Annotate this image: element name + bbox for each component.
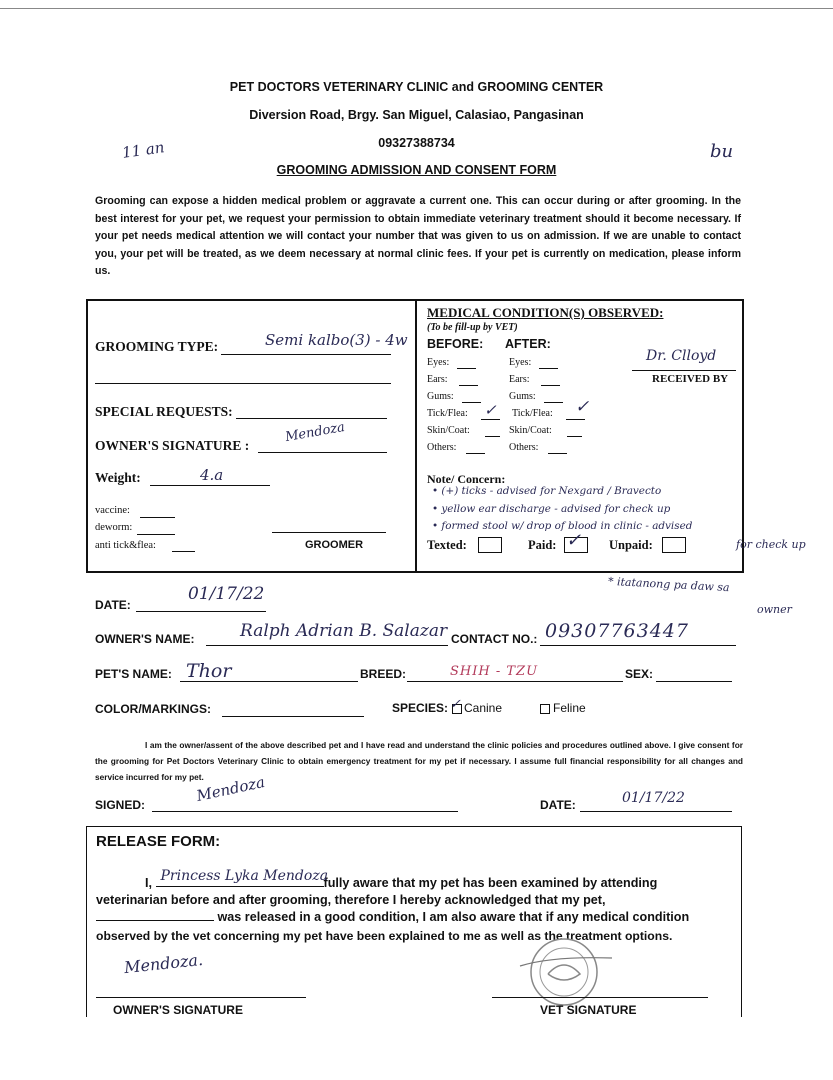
species-feline-checkbox[interactable]: [540, 704, 550, 714]
texted-label: Texted:: [427, 538, 467, 552]
weight-value: 4.a: [200, 466, 224, 484]
grooming-type-value: Semi kalbo(3) - 4w: [265, 331, 408, 349]
clinic-name: PET DOCTORS VETERINARY CLINIC and GROOMING CENTER: [229, 80, 604, 94]
check-after-others-line: [548, 453, 567, 454]
owner-name-label: OWNER'S NAME:: [95, 632, 195, 646]
release-owner-value: Princess Lyka Mendoza: [160, 868, 329, 884]
vaccine-label: vaccine:: [95, 505, 130, 516]
consent-text: I am the owner/assent of the above described pet and I have read and understand the clinic policies and procedures outlined above. I give consent for the grooming for Pet Doctors Veterinary Clinic to obtain emergency treatment for my pet if necessary. I assume full financial responsibility for all changes and service incurred for my pet.: [95, 740, 743, 782]
note-item-1: • (+) ticks - advised for Nexgard / Bravecto: [432, 485, 662, 497]
antitick-line: [172, 551, 195, 552]
release-line-3-wrap: [96, 907, 724, 928]
date-line: [136, 611, 266, 612]
before-label: BEFORE:: [427, 337, 484, 351]
signed-date-value: 01/17/22: [622, 790, 685, 806]
signed-value: Mendoza: [194, 772, 267, 806]
handwritten-note-right: bu: [710, 141, 734, 162]
owner-name-line: [206, 645, 448, 646]
clinic-phone: 09327388734: [378, 136, 455, 150]
deworm-label: deworm:: [95, 522, 133, 533]
handwritten-note-left: 11 an: [120, 138, 166, 162]
note-item-3: • formed stool w/ drop of blood in clinic - advised: [432, 520, 693, 532]
consent-paragraph: [95, 737, 743, 785]
special-requests-line: [236, 418, 387, 419]
check-before-others-line: [466, 453, 485, 454]
release-owner-signature-label: OWNER'S SIGNATURE: [113, 1003, 243, 1017]
weight-line: [150, 485, 270, 486]
check-after-gums: Gums:: [509, 391, 536, 402]
check-before-tickflea-mark: ✓: [484, 401, 497, 419]
paid-label: Paid:: [528, 538, 557, 552]
signed-date-label: DATE:: [540, 798, 576, 812]
note-concern-label: Note/ Concern:: [427, 472, 506, 486]
vet-signature-label: VET SIGNATURE: [540, 1003, 637, 1017]
received-by-value: Dr. Clloyd: [646, 348, 717, 364]
release-pet-blank: [96, 908, 214, 921]
check-after-eyes-line: [539, 368, 558, 369]
species-label: SPECIES:: [392, 701, 449, 715]
side-note-line2: owner: [757, 603, 792, 616]
check-after-gums-line: [544, 402, 563, 403]
deworm-line: [137, 534, 175, 535]
box-divider: [415, 301, 417, 571]
pet-name-label: PET'S NAME:: [95, 667, 172, 681]
color-markings-label: COLOR/MARKINGS:: [95, 702, 211, 716]
breed-label: BREED:: [360, 667, 407, 681]
grooming-type-line: [221, 354, 391, 355]
check-before-ears: Ears:: [427, 374, 448, 385]
check-before-tickflea: Tick/Flea:: [427, 408, 468, 419]
check-before-eyes: Eyes:: [427, 357, 450, 368]
antitick-label: anti tick&flea:: [95, 540, 156, 551]
check-before-ears-line: [459, 385, 478, 386]
breed-line: [407, 681, 623, 682]
owner-signature-label: OWNER'S SIGNATURE :: [95, 438, 250, 453]
grooming-extra-line: [95, 383, 391, 384]
vet-subtitle: (To be fill-up by VET): [427, 322, 518, 333]
release-line-4: observed by the vet concerning my pet have been explained to me as well as the treatment options.: [96, 929, 673, 943]
check-before-gums-line: [462, 402, 481, 403]
contact-label: CONTACT NO.:: [451, 632, 538, 646]
release-post: fully aware that my pet has been examined by attending: [323, 876, 658, 890]
breed-value: SHIH - TZU: [450, 664, 539, 679]
check-after-eyes: Eyes:: [509, 357, 532, 368]
groomer-line: [272, 532, 386, 533]
color-markings-line: [222, 716, 364, 717]
sex-line: [656, 681, 732, 682]
release-owner-line: [156, 868, 329, 887]
check-after-tickflea: Tick/Flea:: [512, 408, 553, 419]
species-canine-mark: ✓: [450, 697, 461, 712]
vaccine-line: [140, 517, 175, 518]
owner-name-value: Ralph Adrian B. Salazar: [240, 621, 448, 641]
groomer-label: GROOMER: [305, 539, 364, 551]
texted-checkbox[interactable]: [478, 537, 502, 553]
clinic-address: Diversion Road, Brgy. San Miguel, Calasiao, Pangasinan: [249, 108, 584, 122]
release-line-3: was released in a good condition, I am also aware that if any medical condition: [217, 910, 690, 924]
received-by-label: RECEIVED BY: [652, 373, 729, 385]
check-after-others: Others:: [509, 442, 539, 453]
check-after-ears-line: [541, 385, 560, 386]
side-note-line1: * itatanong pa daw sa: [607, 574, 730, 595]
grooming-type-label: GROOMING TYPE:: [95, 339, 219, 354]
species-canine-label: Canine: [464, 701, 503, 715]
release-owner-signature-value: Mendoza.: [123, 949, 204, 978]
release-pre: I,: [145, 876, 152, 890]
sex-label: SEX:: [625, 667, 654, 681]
owner-signature-value: Mendoza: [284, 419, 346, 446]
check-after-tickflea-line: [566, 419, 585, 420]
owner-signature-line: [258, 452, 387, 453]
date-value: 01/17/22: [188, 584, 265, 604]
check-before-tickflea-line: [481, 419, 500, 420]
paid-check-mark: ✓: [566, 530, 582, 551]
received-by-line: [632, 370, 736, 371]
release-line-2: veterinarian before and after grooming, therefore I hereby acknowledged that my pet,: [96, 893, 606, 907]
check-before-eyes-line: [457, 368, 476, 369]
check-before-others: Others:: [427, 442, 457, 453]
species-feline-label: Feline: [553, 701, 586, 715]
contact-line: [540, 645, 736, 646]
signed-label: SIGNED:: [95, 798, 146, 812]
release-owner-signature-line: [96, 997, 306, 998]
vet-signature-line: [492, 997, 708, 998]
unpaid-label: Unpaid:: [609, 538, 653, 552]
medical-condition-title: MEDICAL CONDITION(S) OBSERVED:: [427, 305, 664, 320]
check-after-tickflea-mark: ✓: [575, 397, 590, 417]
date-label: DATE:: [95, 598, 131, 612]
after-label: AFTER:: [505, 337, 551, 351]
check-before-gums: Gums:: [427, 391, 454, 402]
check-after-skincoat-line: [567, 436, 582, 437]
unpaid-checkbox[interactable]: [662, 537, 686, 553]
form-title: GROOMING ADMISSION AND CONSENT FORM: [276, 163, 557, 177]
contact-value: 09307763447: [545, 620, 689, 642]
weight-label: Weight:: [95, 470, 141, 485]
pet-name-value: Thor: [186, 660, 232, 682]
check-after-ears: Ears:: [509, 374, 530, 385]
check-before-skincoat: Skin/Coat:: [427, 425, 470, 436]
check-before-skincoat-line: [485, 436, 500, 437]
check-after-skincoat: Skin/Coat:: [509, 425, 552, 436]
release-title: RELEASE FORM:: [96, 833, 221, 850]
special-requests-label: SPECIAL REQUESTS:: [95, 404, 233, 419]
scan-edge: [0, 8, 833, 9]
note-item-2: • yellow ear discharge - advised for check up: [432, 503, 671, 515]
intro-paragraph: Grooming can expose a hidden medical problem or aggravate a current one. This can occur during or after grooming. In the best interest for your pet, we request your permission to obtain immediate veterinary treatment should it become necessary. If your pet needs medical attention we will contact your number that was given to us on admission. If we are unable to contact you, your pet will be treated, as we deem necessary at normal clinic fees. If your pet is currently on medication, please inform us.: [95, 195, 741, 278]
signed-line: [152, 811, 458, 812]
signed-date-line: [580, 811, 732, 812]
note-overflow: for check up: [736, 538, 806, 551]
